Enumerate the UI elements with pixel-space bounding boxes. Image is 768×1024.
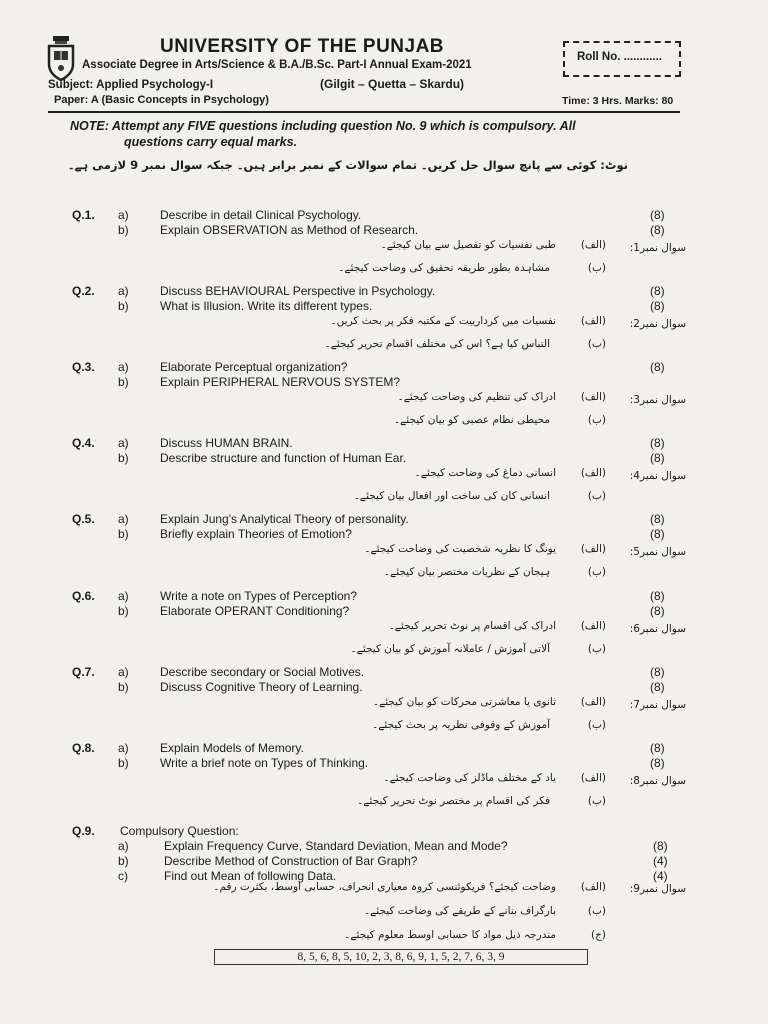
question-number: Q.2. bbox=[72, 284, 95, 298]
instructions-note bbox=[70, 118, 690, 150]
urdu-part-label: (ب) bbox=[587, 490, 606, 502]
urdu-part-label: (الف) bbox=[580, 696, 606, 708]
university-title: UNIVERSITY OF THE PUNJAB bbox=[160, 36, 445, 57]
urdu-question-number: سوال نمبر2: bbox=[629, 318, 686, 330]
part-label: b) bbox=[118, 223, 129, 237]
urdu-question-text: بارگراف بنانے کے طریقے کی وضاحت کیجئے۔ bbox=[363, 905, 556, 917]
urdu-question-number: سوال نمبر5: bbox=[629, 546, 686, 558]
urdu-question-text: مشاہدہ بطور طریقہ تحقیق کی وضاحت کیجئے۔ bbox=[338, 262, 550, 274]
urdu-question-text: ثانوی یا معاشرتی محرکات کو بیان کیجئے۔ bbox=[372, 696, 556, 708]
urdu-question-text: طبی نفسیات کو تفصیل سے بیان کیجئے۔ bbox=[380, 239, 556, 251]
urdu-question-text: آلاتی آموزش / عاملانہ آموزش کو بیان کیجئے۔ bbox=[350, 643, 550, 655]
question-text: Discuss BEHAVIOURAL Perspective in Psychology. bbox=[160, 284, 436, 298]
question-number: Q.8. bbox=[72, 741, 95, 755]
urdu-part-label: (الف) bbox=[580, 315, 606, 327]
urdu-question-number: سوال نمبر7: bbox=[629, 699, 686, 711]
part-label: a) bbox=[118, 360, 129, 374]
urdu-part-label: (الف) bbox=[580, 543, 606, 555]
urdu-question-text: ادراک کی اقسام پر نوٹ تحریر کیجئے۔ bbox=[388, 620, 556, 632]
exam-centres: (Gilgit – Quetta – Skardu) bbox=[320, 77, 465, 91]
urdu-question-text: یاد کے مختلف ماڈلز کی وضاحت کیجئے۔ bbox=[383, 772, 556, 784]
part-label: c) bbox=[118, 869, 128, 883]
urdu-part-label: (الف) bbox=[580, 772, 606, 784]
compulsory-heading: Compulsory Question: bbox=[120, 824, 239, 838]
question-text: Describe secondary or Social Motives. bbox=[160, 665, 365, 679]
urdu-part-label: (الف) bbox=[580, 620, 606, 632]
marks-value: (8) bbox=[650, 741, 665, 755]
part-label: a) bbox=[118, 839, 129, 853]
urdu-part-label: (ب) bbox=[587, 719, 606, 731]
question-number: Q.9. bbox=[72, 824, 95, 838]
part-label: b) bbox=[118, 854, 129, 868]
note-line-2: questions carry equal marks. bbox=[124, 135, 297, 149]
question-number: Q.1. bbox=[72, 208, 95, 222]
exam-title: Associate Degree in Arts/Science & B.A./B.Sc. Part-I Annual Exam-2021 bbox=[82, 59, 472, 71]
question-text: Write a brief note on Types of Thinking. bbox=[160, 756, 369, 770]
note-line-1: NOTE: Attempt any FIVE questions including question No. 9 which is compulsory. All bbox=[70, 119, 576, 133]
part-label: b) bbox=[118, 680, 129, 694]
urdu-question-number: سوال نمبر3: bbox=[629, 394, 686, 406]
part-label: a) bbox=[118, 741, 129, 755]
part-label: a) bbox=[118, 589, 129, 603]
urdu-part-label: (الف) bbox=[580, 391, 606, 403]
marks-value: (8) bbox=[650, 512, 665, 526]
marks-value: (4) bbox=[653, 869, 668, 883]
urdu-question-text: انسانی دماغ کی وضاحت کیجئے۔ bbox=[414, 467, 556, 479]
question-text: Explain Jung's Analytical Theory of personality. bbox=[160, 512, 409, 526]
marks-value: (8) bbox=[650, 223, 665, 237]
urdu-question-text: التباس کیا ہے؟ اس کی مختلف اقسام تحریر کیجئے۔ bbox=[324, 338, 550, 350]
part-label: b) bbox=[118, 527, 129, 541]
marks-value: (8) bbox=[650, 665, 665, 679]
urdu-part-label: (ب) bbox=[587, 262, 606, 274]
roll-no-box: Roll No. ............ bbox=[563, 41, 681, 77]
question-text: Describe structure and function of Human Ear. bbox=[160, 451, 407, 465]
question-text: Discuss Cognitive Theory of Learning. bbox=[160, 680, 363, 694]
part-label: b) bbox=[118, 299, 129, 313]
question-text: Describe in detail Clinical Psychology. bbox=[160, 208, 362, 222]
question-text: Briefly explain Theories of Emotion? bbox=[160, 527, 352, 541]
question-text: Describe Method of Construction of Bar Graph? bbox=[164, 854, 418, 868]
urdu-part-label: (ب) bbox=[587, 643, 606, 655]
urdu-question-number: سوال نمبر9: bbox=[629, 883, 686, 895]
urdu-question-text: آموزش کے وقوفی نظریہ پر بحث کیجئے۔ bbox=[372, 719, 550, 731]
marks-value: (8) bbox=[650, 436, 665, 450]
question-text: Elaborate Perceptual organization? bbox=[160, 360, 348, 374]
urdu-part-label: (الف) bbox=[580, 467, 606, 479]
question-number: Q.6. bbox=[72, 589, 95, 603]
paper-line: Paper: A (Basic Concepts in Psychology) bbox=[54, 94, 269, 106]
part-label: b) bbox=[118, 375, 129, 389]
marks-value: (8) bbox=[650, 527, 665, 541]
marks-value: (8) bbox=[650, 756, 665, 770]
marks-value: (8) bbox=[650, 360, 665, 374]
urdu-part-label: (ج) bbox=[591, 929, 606, 941]
urdu-part-label: (الف) bbox=[580, 239, 606, 251]
urdu-question-text: مندرجہ ذیل مواد کا حسابی اوسط معلوم کیجئے۔ bbox=[344, 929, 556, 941]
urdu-part-label: (ب) bbox=[587, 795, 606, 807]
urdu-question-number: سوال نمبر1: bbox=[629, 242, 686, 254]
question-number: Q.7. bbox=[72, 665, 95, 679]
marks-value: (8) bbox=[650, 589, 665, 603]
marks-value: (8) bbox=[653, 839, 668, 853]
question-text: Explain Frequency Curve, Standard Deviation, Mean and Mode? bbox=[164, 839, 508, 853]
part-label: b) bbox=[118, 756, 129, 770]
urdu-question-number: سوال نمبر6: bbox=[629, 623, 686, 635]
urdu-question-text: انسانی کان کی ساخت اور افعال بیان کیجئے۔ bbox=[353, 490, 550, 502]
marks-value: (8) bbox=[650, 680, 665, 694]
question-text: What is Illusion. Write its different types. bbox=[160, 299, 373, 313]
time-marks: Time: 3 Hrs. Marks: 80 bbox=[562, 95, 674, 107]
question-text: Explain OBSERVATION as Method of Research. bbox=[160, 223, 419, 237]
urdu-part-label: (ب) bbox=[587, 566, 606, 578]
question-text: Elaborate OPERANT Conditioning? bbox=[160, 604, 350, 618]
urdu-question-number: سوال نمبر8: bbox=[629, 775, 686, 787]
question-text: Explain PERIPHERAL NERVOUS SYSTEM? bbox=[160, 375, 401, 389]
marks-value: (4) bbox=[653, 854, 668, 868]
marks-value: (8) bbox=[650, 451, 665, 465]
marks-value: (8) bbox=[650, 604, 665, 618]
part-label: a) bbox=[118, 208, 129, 222]
question-number: Q.5. bbox=[72, 512, 95, 526]
part-label: a) bbox=[118, 665, 129, 679]
question-text: Explain Models of Memory. bbox=[160, 741, 304, 755]
urdu-question-text: ادراک کی تنظیم کی وضاحت کیجئے۔ bbox=[397, 391, 556, 403]
part-label: a) bbox=[118, 284, 129, 298]
urdu-part-label: (ب) bbox=[587, 338, 606, 350]
part-label: a) bbox=[118, 436, 129, 450]
part-label: a) bbox=[118, 512, 129, 526]
header-divider bbox=[48, 111, 680, 113]
question-number: Q.4. bbox=[72, 436, 95, 450]
part-label: b) bbox=[118, 451, 129, 465]
question-text: Discuss HUMAN BRAIN. bbox=[160, 436, 293, 450]
marks-value: (8) bbox=[650, 284, 665, 298]
urdu-question-text: یونگ کا نظریہ شخصیت کی وضاحت کیجئے۔ bbox=[364, 543, 556, 555]
urdu-question-text: نفسیات میں کردارییت کے مکتبہ فکر پر بحث کریں۔ bbox=[330, 315, 556, 327]
urdu-question-text: محیطی نظام عصبی کو بیان کیجئے۔ bbox=[394, 414, 550, 426]
urdu-note: نوٹ: کوئی سے پانچ سوال حل کریں۔ تمام سوالات کے نمبر برابر ہیں۔ جبکہ سوال نمبر 9 لازمی ہے۔ bbox=[67, 158, 628, 172]
urdu-part-label: (ب) bbox=[587, 905, 606, 917]
urdu-question-text: ہیجان کے نظریات مختصر بیان کیجئے۔ bbox=[383, 566, 550, 578]
urdu-question-text: وضاحت کیجئے؟ فریکوئنسی کروہ معیاری انحراف، حسابی اوسط، بکثرت رقم۔ bbox=[213, 881, 556, 893]
subject-line: Subject: Applied Psychology-I bbox=[48, 79, 214, 91]
marks-value: (8) bbox=[650, 299, 665, 313]
question-text: Find out Mean of following Data. bbox=[164, 869, 337, 883]
urdu-part-label: (الف) bbox=[580, 881, 606, 893]
marks-value: (8) bbox=[650, 208, 665, 222]
urdu-part-label: (ب) bbox=[587, 414, 606, 426]
q9-data-table: 8, 5, 6, 8, 5, 10, 2, 3, 8, 6, 9, 1, 5, 2, 7, 6, 3, 9 bbox=[214, 949, 588, 965]
question-number: Q.3. bbox=[72, 360, 95, 374]
university-crest-icon bbox=[46, 36, 76, 82]
urdu-question-text: فکر کی اقسام پر مختصر نوٹ تحریر کیجئے۔ bbox=[357, 795, 550, 807]
question-text: Write a note on Types of Perception? bbox=[160, 589, 358, 603]
part-label: b) bbox=[118, 604, 129, 618]
urdu-question-number: سوال نمبر4: bbox=[629, 470, 686, 482]
